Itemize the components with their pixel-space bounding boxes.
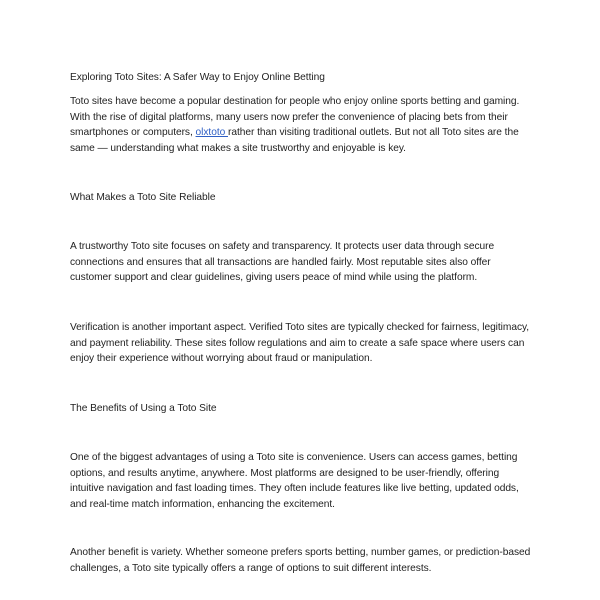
paragraph-line: A trustworthy Toto site focuses on safety and transparency. It protects user data through secure	[70, 241, 495, 252]
section-heading-benefits: The Benefits of Using a Toto Site	[70, 403, 217, 414]
paragraph-line: connections and ensures that all transactions are handled fairly. Most reputable sites also offer	[70, 256, 491, 268]
olxtoto-link[interactable]: olxtoto	[195, 127, 228, 138]
intro-line-2: With the rise of digital platforms, many users now prefer the convenience of placing bets from their	[70, 111, 508, 123]
paragraph-line: and real-time match information, enhancing the excitement.	[70, 498, 335, 510]
paragraph-line: customer support and clear guidelines, giving users peace of mind while using the platform.	[70, 272, 478, 283]
intro-line-3-before: smartphones or computers,	[70, 127, 196, 138]
paragraph-line: Verification is another important aspect. Verified Toto sites are typically checked for fairness, legitimacy,	[70, 322, 530, 333]
paragraph-line: One of the biggest advantages of using a Toto site is convenience. Users can access games, betting	[70, 452, 518, 463]
paragraph-line: intuitive navigation and fast loading times. They often include features like live betting, updated odds,	[70, 483, 519, 494]
paragraph-line: challenges, a Toto site typically offers a range of options to suit different interests.	[70, 562, 432, 574]
benefits-paragraph-1	[70, 450, 540, 512]
reliable-paragraph-2	[70, 320, 540, 367]
intro-paragraph	[70, 94, 540, 156]
intro-line-1: Toto sites have become a popular destination for people who enjoy online sports betting and gaming.	[70, 96, 520, 107]
intro-line-4: same — understanding what makes a site trustworthy and enjoyable is key.	[70, 142, 406, 154]
document-title: Exploring Toto Sites: A Safer Way to Enjoy Online Betting	[70, 72, 325, 83]
reliable-paragraph-1	[70, 239, 540, 286]
paragraph-line: enjoy their experience without worrying about fraud or manipulation.	[70, 353, 373, 364]
benefits-paragraph-2	[70, 545, 540, 576]
intro-line-3-after: rather than visiting traditional outlets. But not all Toto sites are the	[228, 127, 519, 138]
paragraph-line: Another benefit is variety. Whether someone prefers sports betting, number games, or prediction-based	[70, 547, 531, 558]
paragraph-line: options, and results anytime, anywhere. Most platforms are designed to be user-friendly, offering	[70, 467, 500, 479]
paragraph-line: and payment reliability. These sites follow regulations and aim to create a safe space where users can	[70, 337, 525, 349]
intro-line-3	[70, 125, 540, 141]
section-heading-reliable: What Makes a Toto Site Reliable	[70, 192, 216, 203]
